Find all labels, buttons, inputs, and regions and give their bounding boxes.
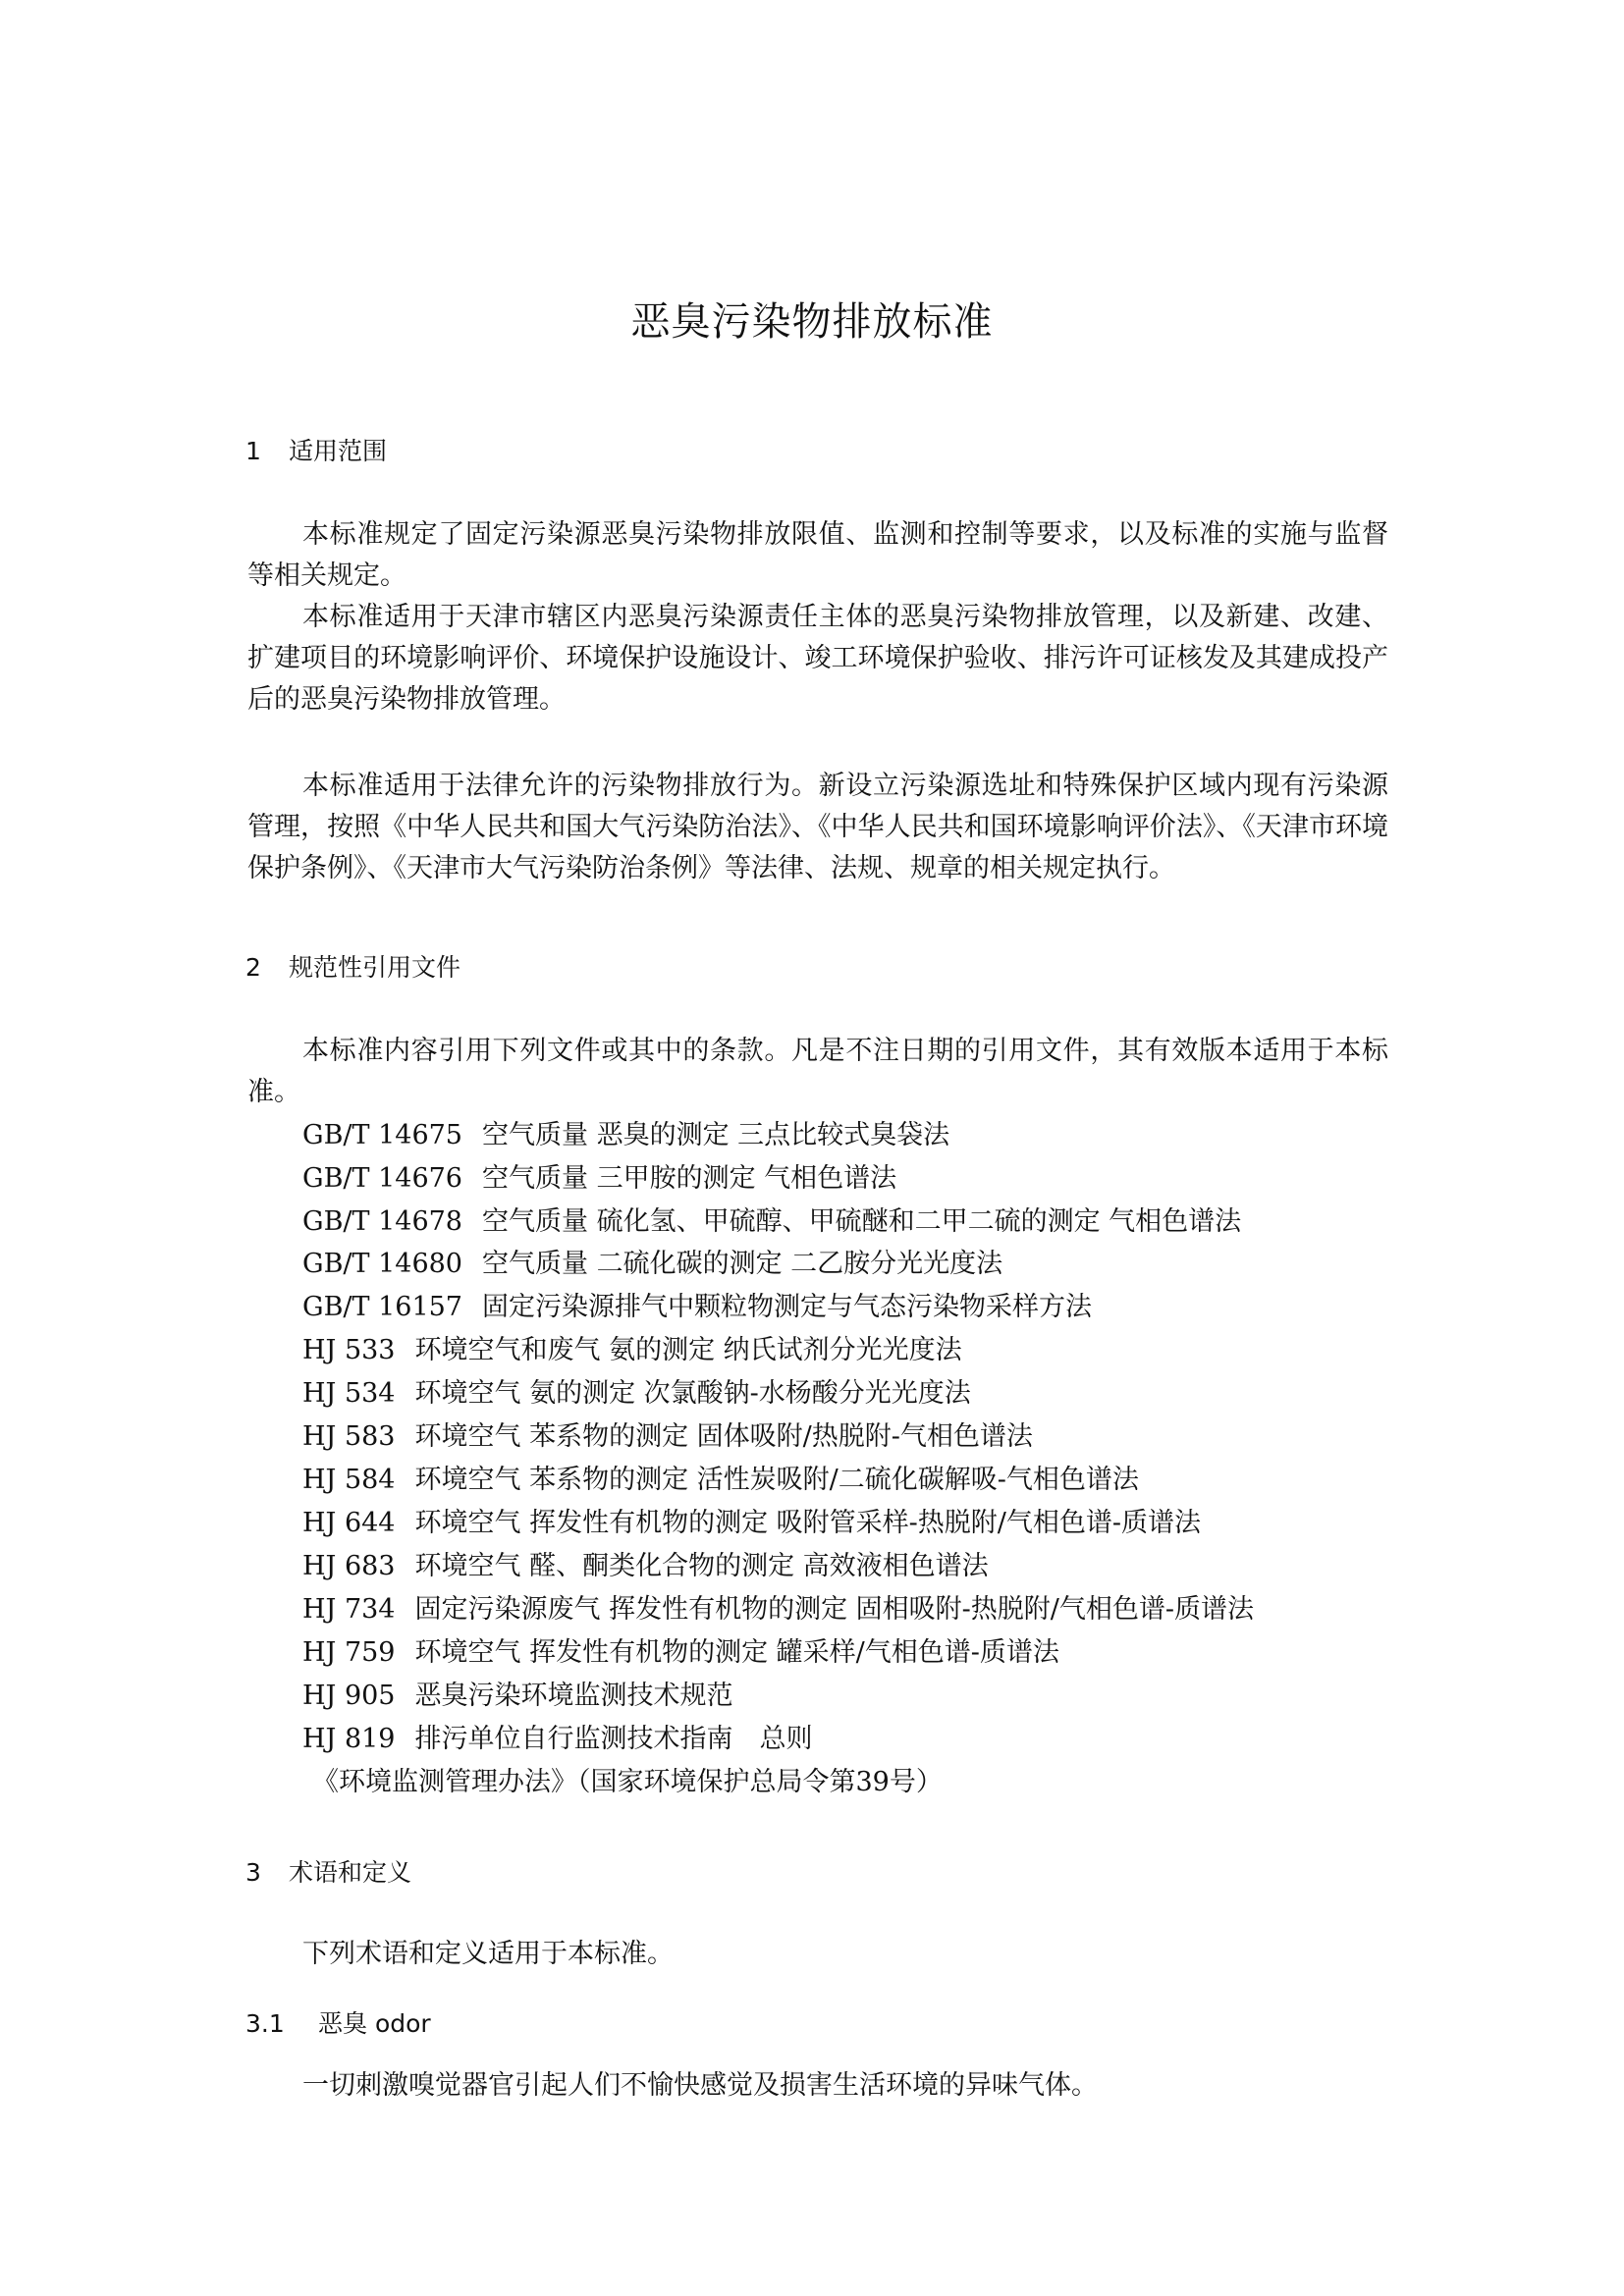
reference-item [302,1115,949,1156]
reference-name: 固定污染源排气中颗粒物测定与气态污染物采样方法 [482,1292,1092,1322]
reference-item [302,1632,1059,1674]
reference-item [302,1330,962,1371]
section-2-heading [245,948,460,984]
reference-item [302,1158,896,1200]
section-title: 恶臭 odor [318,2009,431,2038]
paragraph-terms-intro: 下列术语和定义适用于本标准。 [302,1939,674,1969]
reference-name: 空气质量 三甲胺的测定 气相色谱法 [482,1163,897,1194]
document-title: 恶臭污染物排放标准 [630,299,994,345]
reference-item [302,1416,1033,1458]
reference-name: 空气质量 恶臭的测定 三点比较式臭袋法 [482,1120,950,1150]
reference-name: 《环境监测管理办法》（国家环境保护总局令第39号） [312,1767,943,1797]
paragraph-scope-1: 本标准规定了固定污染源恶臭污染物排放限值、监测和控制等要求，以及标准的实施与监督等相关规定。 [247,519,1388,591]
reference-code: GB/T 14675 [302,1120,462,1150]
reference-name: 环境空气 醛、酮类化合物的测定 高效液相色谱法 [414,1551,989,1581]
reference-name: 空气质量 二硫化碳的测定 二乙胺分光光度法 [482,1249,1003,1279]
section-title: 适用范围 [289,437,388,465]
reference-code: HJ 759 [302,1637,396,1668]
reference-name: 环境空气 苯系物的测定 活性炭吸附/二硫化碳解吸-气相色谱法 [414,1465,1139,1495]
reference-code: HJ 583 [302,1421,396,1452]
reference-code: HJ 533 [302,1335,396,1365]
section-1-heading [245,432,387,467]
section-3-heading [245,1853,411,1889]
reference-code: GB/T 14676 [302,1163,462,1194]
reference-code: HJ 534 [302,1378,396,1409]
reference-item [302,1676,733,1717]
reference-name: 环境空气 挥发性有机物的测定 罐采样/气相色谱-质谱法 [414,1637,1059,1668]
reference-name: 环境空气和废气 氨的测定 纳氏试剂分光光度法 [414,1335,962,1365]
reference-code: GB/T 16157 [302,1292,462,1322]
reference-item [302,1589,1254,1630]
reference-code: GB/T 14680 [302,1249,462,1279]
paragraph-scope-3: 本标准适用于法律允许的污染物排放行为。新设立污染源选址和特殊保护区域内现有污染源管理，按照《中华人民共和国大气污染防治法》、《中华人民共和国环境影响评价法》、《天津市环境保护条例》、《天津市大气污染防治条例》等法律、法规、规章的相关规定执行。 [247,771,1388,883]
reference-code: GB/T 14678 [302,1206,462,1237]
section-number: 3 [245,1858,261,1887]
reference-item [302,1460,1139,1501]
reference-name: 环境空气 苯系物的测定 固体吸附/热脱附-气相色谱法 [414,1421,1033,1452]
reference-code: HJ 905 [302,1681,396,1711]
reference-name: 环境空气 氨的测定 次氯酸钠-水杨酸分光光度法 [414,1378,971,1409]
section-3-1-heading [245,2004,431,2040]
reference-name: 排污单位自行监测技术指南 总则 [414,1724,813,1754]
reference-item [312,1762,943,1803]
section-number: 1 [245,437,261,465]
reference-code: HJ 683 [302,1551,396,1581]
reference-code: HJ 644 [302,1508,396,1538]
paragraph-scope-2: 本标准适用于天津市辖区内恶臭污染源责任主体的恶臭污染物排放管理，以及新建、改建、扩建项目的环境影响评价、环境保护设施设计、竣工环境保护验收、排污许可证核发及其建成投产后的恶臭污染物排放管理。 [247,602,1388,715]
section-title: 术语和定义 [289,1858,412,1887]
reference-code: HJ 819 [302,1724,396,1754]
paragraph-odor-definition: 一切刺激嗅觉器官引起人们不愉快感觉及损害生活环境的异味气体。 [302,2070,1098,2101]
reference-name: 空气质量 硫化氢、甲硫醇、甲硫醚和二甲二硫的测定 气相色谱法 [482,1206,1242,1237]
reference-name: 固定污染源废气 挥发性有机物的测定 固相吸附-热脱附/气相色谱-质谱法 [414,1594,1255,1625]
reference-item [302,1503,1201,1544]
paragraph-references-intro: 本标准内容引用下列文件或其中的条款。凡是不注日期的引用文件，其有效版本适用于本标准。 [247,1036,1388,1107]
reference-item [302,1546,989,1587]
reference-item [302,1287,1092,1328]
reference-item [302,1719,813,1760]
reference-item [302,1244,1002,1285]
section-number: 2 [245,953,261,982]
reference-item [302,1201,1241,1243]
reference-code: HJ 584 [302,1465,396,1495]
reference-name: 环境空气 挥发性有机物的测定 吸附管采样-热脱附/气相色谱-质谱法 [414,1508,1202,1538]
section-number: 3.1 [245,2009,285,2038]
reference-code: HJ 734 [302,1594,396,1625]
section-title: 规范性引用文件 [289,953,461,982]
reference-name: 恶臭污染环境监测技术规范 [414,1681,733,1711]
reference-item [302,1373,971,1415]
